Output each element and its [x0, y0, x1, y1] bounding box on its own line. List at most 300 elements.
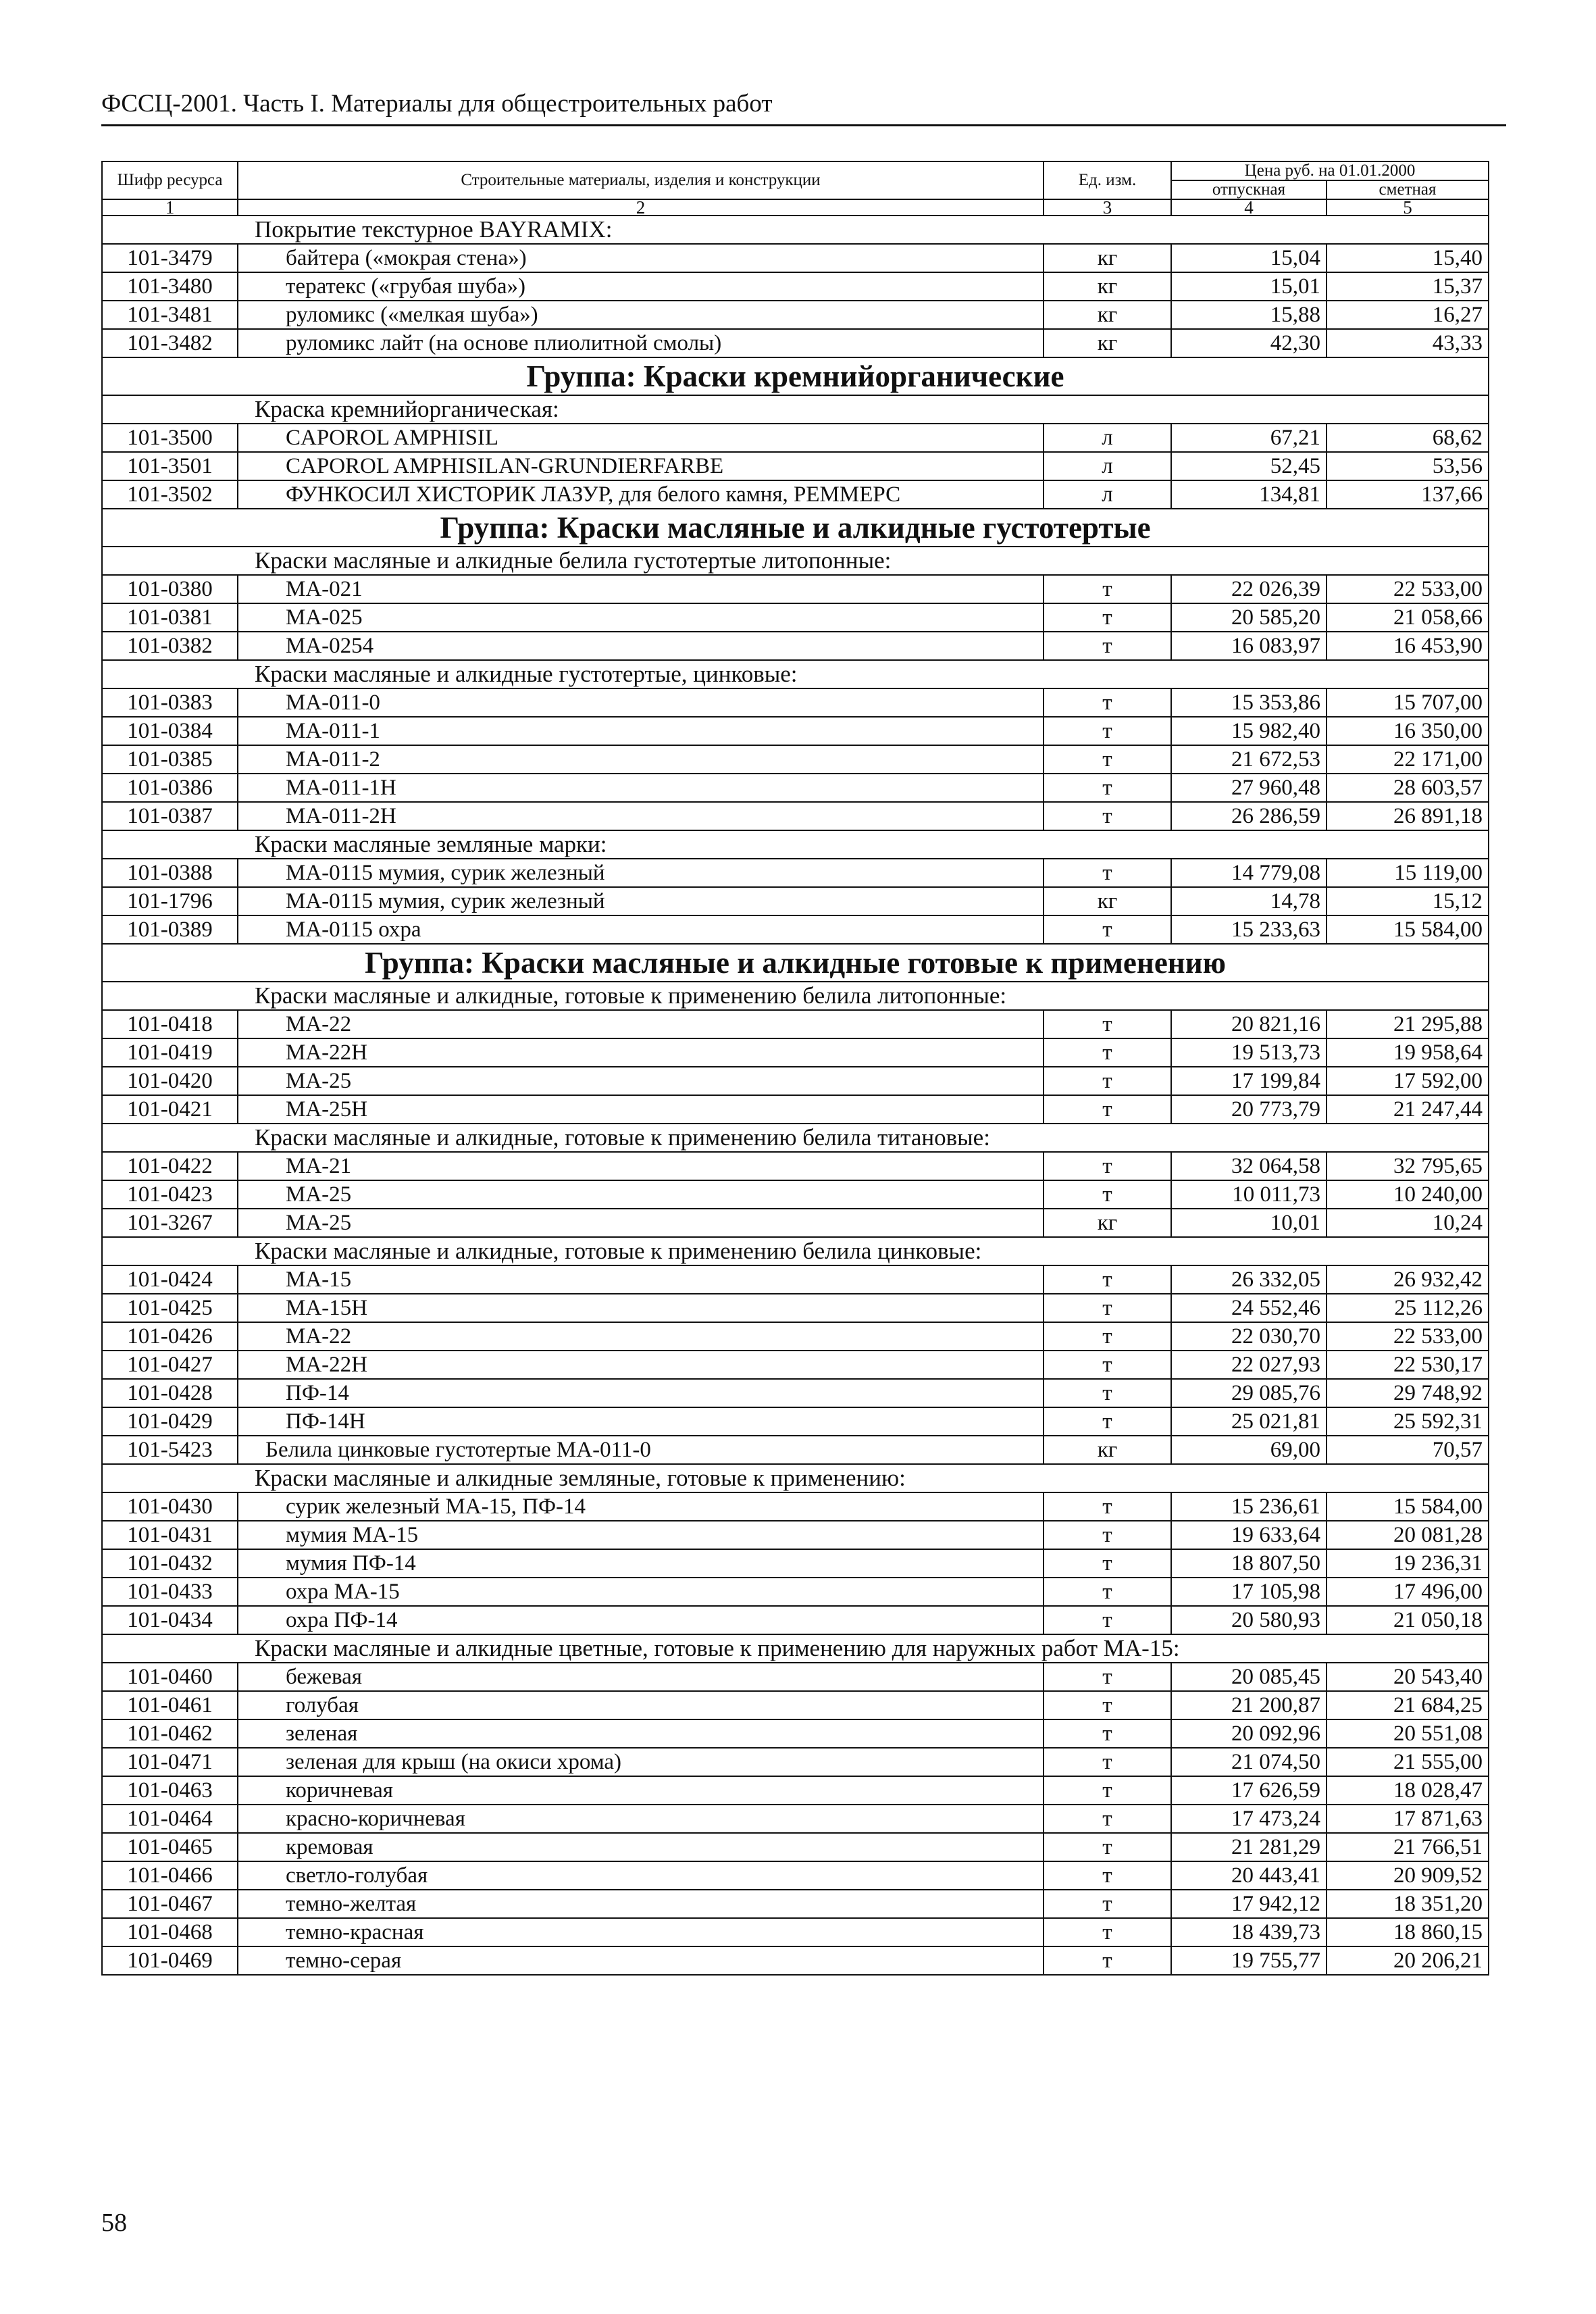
- estimate-price: 18 351,20: [1327, 1890, 1489, 1918]
- unit-of-measure: т: [1044, 774, 1171, 802]
- resource-code: 101-0460: [102, 1663, 238, 1691]
- estimate-price: 19 236,31: [1327, 1549, 1489, 1578]
- unit-of-measure: т: [1044, 1521, 1171, 1549]
- release-price: 22 026,39: [1171, 575, 1327, 603]
- estimate-price: 21 766,51: [1327, 1833, 1489, 1861]
- estimate-price: 17 871,63: [1327, 1805, 1489, 1833]
- unit-of-measure: т: [1044, 1578, 1171, 1606]
- unit-of-measure: т: [1044, 1748, 1171, 1776]
- release-price: 20 585,20: [1171, 603, 1327, 632]
- table-row: [102, 1748, 1489, 1776]
- resource-code: 101-0423: [102, 1180, 238, 1209]
- release-price: 15 353,86: [1171, 688, 1327, 717]
- material-name: МА-011-2Н: [238, 802, 1044, 830]
- estimate-price: 26 932,42: [1327, 1265, 1489, 1294]
- subgroup-title: Покрытие текстурное BAYRAMIX:: [102, 216, 1489, 244]
- estimate-price: 17 592,00: [1327, 1067, 1489, 1095]
- table-row: [102, 1067, 1489, 1095]
- table-row: [102, 1890, 1489, 1918]
- table-row: [102, 1946, 1489, 1975]
- resource-code: 101-0471: [102, 1748, 238, 1776]
- col-number: 3: [1044, 199, 1171, 216]
- table-row: [102, 1209, 1489, 1237]
- table-row: [102, 1294, 1489, 1322]
- release-price: 21 281,29: [1171, 1833, 1327, 1861]
- release-price: 20 443,41: [1171, 1861, 1327, 1890]
- unit-of-measure: т: [1044, 1833, 1171, 1861]
- material-name: МА-0115 мумия, сурик железный: [238, 859, 1044, 887]
- group-row: [102, 357, 1489, 395]
- estimate-price: 18 860,15: [1327, 1918, 1489, 1946]
- material-name: МА-15: [238, 1265, 1044, 1294]
- material-name: зеленая: [238, 1719, 1044, 1748]
- estimate-price: 16,27: [1327, 301, 1489, 329]
- table-row: [102, 1606, 1489, 1634]
- estimate-price: 10 240,00: [1327, 1180, 1489, 1209]
- release-price: 15,01: [1171, 272, 1327, 301]
- release-price: 21 074,50: [1171, 1748, 1327, 1776]
- estimate-price: 18 028,47: [1327, 1776, 1489, 1805]
- price-table: [101, 161, 1489, 1976]
- estimate-price: 43,33: [1327, 329, 1489, 357]
- unit-of-measure: л: [1044, 452, 1171, 480]
- col-number: 4: [1171, 199, 1327, 216]
- group-row: [102, 944, 1489, 982]
- release-price: 42,30: [1171, 329, 1327, 357]
- material-name: мумия МА-15: [238, 1521, 1044, 1549]
- table-row: [102, 1691, 1489, 1719]
- table-row: [102, 1351, 1489, 1379]
- estimate-price: 29 748,92: [1327, 1379, 1489, 1407]
- resource-code: 101-0427: [102, 1351, 238, 1379]
- subgroup-title: Краски масляные и алкидные, готовые к применению белила литопонные:: [102, 982, 1489, 1010]
- material-name: МА-15Н: [238, 1294, 1044, 1322]
- material-name: МА-0115 охра: [238, 915, 1044, 944]
- material-name: МА-011-0: [238, 688, 1044, 717]
- resource-code: 101-3479: [102, 244, 238, 272]
- table-row: [102, 774, 1489, 802]
- table-row: [102, 272, 1489, 301]
- subgroup-title: Краски масляные земляные марки:: [102, 830, 1489, 859]
- table-row: [102, 717, 1489, 745]
- unit-of-measure: т: [1044, 688, 1171, 717]
- estimate-price: 16 453,90: [1327, 632, 1489, 660]
- material-name: ПФ-14Н: [238, 1407, 1044, 1436]
- estimate-price: 22 533,00: [1327, 1322, 1489, 1351]
- release-price: 10,01: [1171, 1209, 1327, 1237]
- unit-of-measure: кг: [1044, 887, 1171, 915]
- subgroup-row: [102, 547, 1489, 575]
- table-row: [102, 1833, 1489, 1861]
- unit-of-measure: т: [1044, 1719, 1171, 1748]
- release-price: 134,81: [1171, 480, 1327, 509]
- resource-code: 101-0466: [102, 1861, 238, 1890]
- release-price: 17 942,12: [1171, 1890, 1327, 1918]
- subgroup-title: Краски масляные и алкидные земляные, готовые к применению:: [102, 1464, 1489, 1492]
- table-row: [102, 1663, 1489, 1691]
- table-row: [102, 244, 1489, 272]
- estimate-price: 137,66: [1327, 480, 1489, 509]
- resource-code: 101-0419: [102, 1038, 238, 1067]
- header-estimate: сметная: [1327, 180, 1489, 199]
- resource-code: 101-3501: [102, 452, 238, 480]
- release-price: 26 332,05: [1171, 1265, 1327, 1294]
- unit-of-measure: т: [1044, 1351, 1171, 1379]
- table-row: [102, 1776, 1489, 1805]
- estimate-price: 21 050,18: [1327, 1606, 1489, 1634]
- resource-code: 101-0382: [102, 632, 238, 660]
- estimate-price: 21 555,00: [1327, 1748, 1489, 1776]
- estimate-price: 20 081,28: [1327, 1521, 1489, 1549]
- estimate-price: 53,56: [1327, 452, 1489, 480]
- resource-code: 101-0467: [102, 1890, 238, 1918]
- table-row: [102, 1180, 1489, 1209]
- release-price: 20 773,79: [1171, 1095, 1327, 1124]
- table-row: [102, 1407, 1489, 1436]
- resource-code: 101-3482: [102, 329, 238, 357]
- material-name: МА-011-2: [238, 745, 1044, 774]
- table-row: [102, 424, 1489, 452]
- estimate-price: 20 909,52: [1327, 1861, 1489, 1890]
- estimate-price: 15,40: [1327, 244, 1489, 272]
- subgroup-title: Краски масляные и алкидные, готовые к применению белила титановые:: [102, 1124, 1489, 1152]
- release-price: 19 513,73: [1171, 1038, 1327, 1067]
- table-row: [102, 1805, 1489, 1833]
- material-name: МА-22: [238, 1010, 1044, 1038]
- resource-code: 101-0468: [102, 1918, 238, 1946]
- material-name: голубая: [238, 1691, 1044, 1719]
- group-title: Группа: Краски масляные и алкидные густотертые: [102, 509, 1489, 547]
- group-title: Группа: Краски масляные и алкидные готовые к применению: [102, 944, 1489, 982]
- unit-of-measure: т: [1044, 603, 1171, 632]
- unit-of-measure: т: [1044, 1180, 1171, 1209]
- estimate-price: 21 058,66: [1327, 603, 1489, 632]
- estimate-price: 25 112,26: [1327, 1294, 1489, 1322]
- subgroup-title: Краски масляные и алкидные белила густотертые литопонные:: [102, 547, 1489, 575]
- resource-code: 101-0430: [102, 1492, 238, 1521]
- release-price: 29 085,76: [1171, 1379, 1327, 1407]
- unit-of-measure: т: [1044, 1152, 1171, 1180]
- material-name: руломикс лайт (на основе плиолитной смолы): [238, 329, 1044, 357]
- estimate-price: 20 551,08: [1327, 1719, 1489, 1748]
- estimate-price: 19 958,64: [1327, 1038, 1489, 1067]
- release-price: 19 633,64: [1171, 1521, 1327, 1549]
- table-row: [102, 301, 1489, 329]
- resource-code: 101-0386: [102, 774, 238, 802]
- table-head: [102, 161, 1489, 216]
- resource-code: 101-5423: [102, 1436, 238, 1464]
- material-name: зеленая для крыш (на окиси хрома): [238, 1748, 1044, 1776]
- resource-code: 101-0434: [102, 1606, 238, 1634]
- release-price: 26 286,59: [1171, 802, 1327, 830]
- resource-code: 101-0422: [102, 1152, 238, 1180]
- estimate-price: 22 530,17: [1327, 1351, 1489, 1379]
- release-price: 20 092,96: [1171, 1719, 1327, 1748]
- subgroup-title: Краски масляные и алкидные, готовые к применению белила цинковые:: [102, 1237, 1489, 1265]
- unit-of-measure: т: [1044, 1038, 1171, 1067]
- estimate-price: 25 592,31: [1327, 1407, 1489, 1436]
- material-name: сурик железный МА-15, ПФ-14: [238, 1492, 1044, 1521]
- table-row: [102, 480, 1489, 509]
- release-price: 15 236,61: [1171, 1492, 1327, 1521]
- material-name: ФУНКОСИЛ ХИСТОРИК ЛАЗУР, для белого камня, РЕММЕРС: [238, 480, 1044, 509]
- release-price: 20 821,16: [1171, 1010, 1327, 1038]
- subgroup-title: Краски масляные и алкидные цветные, готовые к применению для наружных работ МА-15:: [102, 1634, 1489, 1663]
- table-row: [102, 859, 1489, 887]
- material-name: ПФ-14: [238, 1379, 1044, 1407]
- table-row: [102, 1038, 1489, 1067]
- unit-of-measure: т: [1044, 1322, 1171, 1351]
- unit-of-measure: т: [1044, 1549, 1171, 1578]
- unit-of-measure: т: [1044, 1890, 1171, 1918]
- table-row: [102, 329, 1489, 357]
- unit-of-measure: т: [1044, 1067, 1171, 1095]
- resource-code: 101-0425: [102, 1294, 238, 1322]
- column-number-row: [102, 199, 1489, 216]
- estimate-price: 32 795,65: [1327, 1152, 1489, 1180]
- table-row: [102, 1492, 1489, 1521]
- col-number: 2: [238, 199, 1044, 216]
- unit-of-measure: т: [1044, 1265, 1171, 1294]
- subgroup-row: [102, 982, 1489, 1010]
- subgroup-row: [102, 830, 1489, 859]
- table-row: [102, 1521, 1489, 1549]
- table-row: [102, 1265, 1489, 1294]
- estimate-price: 15 584,00: [1327, 1492, 1489, 1521]
- release-price: 27 960,48: [1171, 774, 1327, 802]
- release-price: 20 580,93: [1171, 1606, 1327, 1634]
- material-name: байтера («мокрая стена»): [238, 244, 1044, 272]
- release-price: 25 021,81: [1171, 1407, 1327, 1436]
- header-rule: [101, 124, 1506, 126]
- resource-code: 101-0418: [102, 1010, 238, 1038]
- header-unit: Ед. изм.: [1044, 161, 1171, 199]
- release-price: 15 233,63: [1171, 915, 1327, 944]
- material-name: руломикс («мелкая шуба»): [238, 301, 1044, 329]
- estimate-price: 15,12: [1327, 887, 1489, 915]
- release-price: 14,78: [1171, 887, 1327, 915]
- estimate-price: 20 543,40: [1327, 1663, 1489, 1691]
- material-name: CAPOROL AMPHISIL: [238, 424, 1044, 452]
- release-price: 16 083,97: [1171, 632, 1327, 660]
- material-name: кремовая: [238, 1833, 1044, 1861]
- header-release: отпускная: [1171, 180, 1327, 199]
- resource-code: 101-0426: [102, 1322, 238, 1351]
- table-row: [102, 1578, 1489, 1606]
- unit-of-measure: кг: [1044, 329, 1171, 357]
- material-name: темно-красная: [238, 1918, 1044, 1946]
- release-price: 14 779,08: [1171, 859, 1327, 887]
- resource-code: 101-0383: [102, 688, 238, 717]
- resource-code: 101-0465: [102, 1833, 238, 1861]
- estimate-price: 21 295,88: [1327, 1010, 1489, 1038]
- material-name: МА-25Н: [238, 1095, 1044, 1124]
- resource-code: 101-0384: [102, 717, 238, 745]
- unit-of-measure: т: [1044, 1918, 1171, 1946]
- subgroup-row: [102, 1124, 1489, 1152]
- unit-of-measure: т: [1044, 1095, 1171, 1124]
- unit-of-measure: кг: [1044, 1209, 1171, 1237]
- release-price: 17 473,24: [1171, 1805, 1327, 1833]
- resource-code: 101-0387: [102, 802, 238, 830]
- resource-code: 101-0388: [102, 859, 238, 887]
- unit-of-measure: л: [1044, 480, 1171, 509]
- resource-code: 101-3267: [102, 1209, 238, 1237]
- estimate-price: 26 891,18: [1327, 802, 1489, 830]
- subgroup-row: [102, 1464, 1489, 1492]
- material-name: охра ПФ-14: [238, 1606, 1044, 1634]
- unit-of-measure: т: [1044, 1861, 1171, 1890]
- release-price: 17 199,84: [1171, 1067, 1327, 1095]
- unit-of-measure: т: [1044, 1379, 1171, 1407]
- header-code: Шифр ресурса: [102, 161, 238, 199]
- estimate-price: 68,62: [1327, 424, 1489, 452]
- unit-of-measure: т: [1044, 1010, 1171, 1038]
- estimate-price: 15 707,00: [1327, 688, 1489, 717]
- resource-code: 101-3481: [102, 301, 238, 329]
- table-row: [102, 1379, 1489, 1407]
- subgroup-row: [102, 1237, 1489, 1265]
- resource-code: 101-1796: [102, 887, 238, 915]
- release-price: 15,88: [1171, 301, 1327, 329]
- unit-of-measure: т: [1044, 1492, 1171, 1521]
- subgroup-row: [102, 216, 1489, 244]
- resource-code: 101-0381: [102, 603, 238, 632]
- material-name: МА-25: [238, 1180, 1044, 1209]
- table-row: [102, 1918, 1489, 1946]
- material-name: МА-011-1: [238, 717, 1044, 745]
- material-name: МА-21: [238, 1152, 1044, 1180]
- material-name: бежевая: [238, 1663, 1044, 1691]
- resource-code: 101-0432: [102, 1549, 238, 1578]
- material-name: МА-22Н: [238, 1351, 1044, 1379]
- material-name: мумия ПФ-14: [238, 1549, 1044, 1578]
- col-number: 5: [1327, 199, 1489, 216]
- release-price: 24 552,46: [1171, 1294, 1327, 1322]
- unit-of-measure: л: [1044, 424, 1171, 452]
- release-price: 10 011,73: [1171, 1180, 1327, 1209]
- material-name: темно-серая: [238, 1946, 1044, 1975]
- unit-of-measure: т: [1044, 1805, 1171, 1833]
- material-name: светло-голубая: [238, 1861, 1044, 1890]
- estimate-price: 17 496,00: [1327, 1578, 1489, 1606]
- unit-of-measure: т: [1044, 1606, 1171, 1634]
- resource-code: 101-0421: [102, 1095, 238, 1124]
- table-row: [102, 1095, 1489, 1124]
- resource-code: 101-0429: [102, 1407, 238, 1436]
- table-row: [102, 887, 1489, 915]
- material-name: МА-25: [238, 1067, 1044, 1095]
- table-row: [102, 575, 1489, 603]
- estimate-price: 22 171,00: [1327, 745, 1489, 774]
- material-name: МА-011-1Н: [238, 774, 1044, 802]
- resource-code: 101-0464: [102, 1805, 238, 1833]
- material-name: CAPOROL AMPHISILAN-GRUNDIERFARBE: [238, 452, 1044, 480]
- group-title: Группа: Краски кремнийорганические: [102, 357, 1489, 395]
- estimate-price: 16 350,00: [1327, 717, 1489, 745]
- unit-of-measure: т: [1044, 859, 1171, 887]
- table-row: [102, 802, 1489, 830]
- unit-of-measure: т: [1044, 717, 1171, 745]
- release-price: 21 672,53: [1171, 745, 1327, 774]
- release-price: 69,00: [1171, 1436, 1327, 1464]
- release-price: 19 755,77: [1171, 1946, 1327, 1975]
- unit-of-measure: т: [1044, 915, 1171, 944]
- estimate-price: 15 119,00: [1327, 859, 1489, 887]
- release-price: 15 982,40: [1171, 717, 1327, 745]
- resource-code: 101-3502: [102, 480, 238, 509]
- page-number: 58: [101, 2209, 127, 2237]
- estimate-price: 15,37: [1327, 272, 1489, 301]
- resource-code: 101-0431: [102, 1521, 238, 1549]
- col-number: 1: [102, 199, 238, 216]
- unit-of-measure: т: [1044, 1294, 1171, 1322]
- material-name: МА-0254: [238, 632, 1044, 660]
- resource-code: 101-3500: [102, 424, 238, 452]
- table-row: [102, 1549, 1489, 1578]
- resource-code: 101-0461: [102, 1691, 238, 1719]
- material-name: МА-025: [238, 603, 1044, 632]
- table-row: [102, 1436, 1489, 1464]
- release-price: 17 626,59: [1171, 1776, 1327, 1805]
- header-price: Цена руб. на 01.01.2000: [1171, 161, 1489, 180]
- table-row: [102, 915, 1489, 944]
- material-name: красно-коричневая: [238, 1805, 1044, 1833]
- unit-of-measure: кг: [1044, 244, 1171, 272]
- resource-code: 101-0463: [102, 1776, 238, 1805]
- release-price: 32 064,58: [1171, 1152, 1327, 1180]
- subgroup-row: [102, 395, 1489, 424]
- resource-code: 101-0462: [102, 1719, 238, 1748]
- unit-of-measure: т: [1044, 575, 1171, 603]
- release-price: 18 807,50: [1171, 1549, 1327, 1578]
- unit-of-measure: т: [1044, 1776, 1171, 1805]
- material-name: Белила цинковые густотертые МА-011-0: [238, 1436, 1044, 1464]
- release-price: 17 105,98: [1171, 1578, 1327, 1606]
- unit-of-measure: кг: [1044, 272, 1171, 301]
- estimate-price: 21 247,44: [1327, 1095, 1489, 1124]
- resource-code: 101-0469: [102, 1946, 238, 1975]
- release-price: 15,04: [1171, 244, 1327, 272]
- subgroup-row: [102, 660, 1489, 688]
- estimate-price: 10,24: [1327, 1209, 1489, 1237]
- release-price: 52,45: [1171, 452, 1327, 480]
- resource-code: 101-0385: [102, 745, 238, 774]
- unit-of-measure: т: [1044, 1691, 1171, 1719]
- release-price: 22 030,70: [1171, 1322, 1327, 1351]
- table-row: [102, 1861, 1489, 1890]
- table-row: [102, 603, 1489, 632]
- table-row: [102, 1322, 1489, 1351]
- table-row: [102, 688, 1489, 717]
- resource-code: 101-0420: [102, 1067, 238, 1095]
- resource-code: 101-3480: [102, 272, 238, 301]
- unit-of-measure: т: [1044, 1663, 1171, 1691]
- table-row: [102, 452, 1489, 480]
- unit-of-measure: кг: [1044, 301, 1171, 329]
- unit-of-measure: т: [1044, 1407, 1171, 1436]
- estimate-price: 15 584,00: [1327, 915, 1489, 944]
- unit-of-measure: т: [1044, 745, 1171, 774]
- material-name: охра МА-15: [238, 1578, 1044, 1606]
- table-row: [102, 1010, 1489, 1038]
- resource-code: 101-0389: [102, 915, 238, 944]
- material-name: МА-0115 мумия, сурик железный: [238, 887, 1044, 915]
- header-name: Строительные материалы, изделия и конструкции: [238, 161, 1044, 199]
- release-price: 22 027,93: [1171, 1351, 1327, 1379]
- material-name: МА-22: [238, 1322, 1044, 1351]
- material-name: МА-25: [238, 1209, 1044, 1237]
